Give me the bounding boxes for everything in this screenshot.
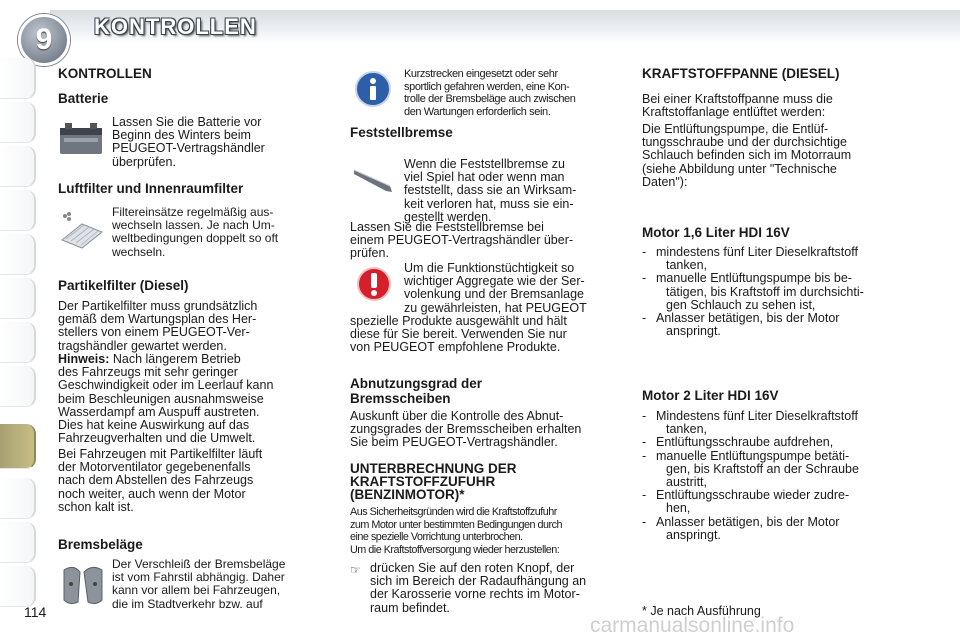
text-line: von PEUGEOT empfohlene Produkte. [350, 340, 561, 355]
text-line: nach dem Abstellen des Fahrzeugs [58, 473, 254, 488]
text-line: Bei Fahrzeugen mit Partikelfilter läuft [58, 447, 263, 461]
chapter-tabs [0, 58, 40, 618]
list-item: - mindestens fünf Liter Dieselkraftstoff tanken, [642, 245, 858, 273]
battery-text [112, 116, 318, 169]
list-item: - Mindestens fünf Liter Dieselkraftstoff tanken, [642, 409, 858, 437]
particle-text-2 [58, 353, 318, 445]
text-line: stellers von einem PEUGEOT-Ver- [58, 325, 250, 340]
brake-pads-icon [60, 562, 106, 608]
text-line: volenkung und der Bremsanlage [404, 287, 584, 302]
text-line: Dies hat keine Auswirkung auf das [58, 418, 250, 433]
chapter-tab[interactable] [0, 146, 36, 187]
text-line: viel Spiel hat oder wenn man [404, 170, 565, 185]
chapter-tab[interactable] [0, 478, 36, 519]
text-line: schon kalt ist. [58, 499, 134, 514]
hint-first-line: Nach längerem Betrieb [109, 352, 241, 366]
heading-line: Abnutzungsgrad der [350, 376, 482, 391]
text-line: sich im Bereich der Radaufhängung an [370, 574, 587, 589]
hint-label: Hinweis: [58, 352, 110, 366]
text-line: feststellt, dass sie an Wirksam- [404, 183, 577, 198]
brakes-text [112, 558, 318, 611]
chapter-tab-active[interactable] [0, 424, 36, 469]
list-item: - Entlüftungsschraube aufdrehen, [642, 435, 834, 450]
chapter-number: 9 [35, 23, 53, 56]
list-item: - Anlasser betätigen, bis der Motor anspringt. [642, 514, 840, 542]
text-line: (siehe Abbildung unter "Technische [642, 161, 837, 176]
air-filter-icon [58, 210, 104, 250]
text-line: die im Stadtverkehr bzw. auf [112, 596, 263, 611]
text-line: zungsgrades der Bremsscheiben erhalten [350, 422, 582, 437]
heading-batterie: Batterie [58, 91, 109, 106]
text-line: wichtiger Aggregate wie der Ser- [404, 274, 585, 289]
heading-feststellbremse: Feststellbremse [350, 125, 453, 140]
text-line: sportlich gefahren werden, eine Kon- [404, 80, 570, 93]
text-line: gestellt werden. [404, 209, 492, 224]
parking-text-right [404, 158, 612, 224]
filter-text [112, 206, 318, 259]
text-line: weltbedingungen doppelt so oft [112, 231, 279, 246]
text-line: überprüfen. [112, 154, 176, 169]
text-line: beim Beschleunigen ausnahmsweise [58, 391, 264, 406]
heading-bremsbelaege: Bremsbeläge [58, 537, 143, 552]
text-line: noch weiter, auch wenn der Motor [58, 486, 246, 501]
motor-2-steps [642, 410, 904, 542]
heading-luftfilter: Luftfilter und Innenraumfilter [58, 181, 244, 196]
parking-brake-icon [352, 162, 396, 196]
watermark: carmanualsonline.info [590, 614, 795, 637]
text-line: Auskunft über die Kontrolle des Abnut- [350, 409, 564, 423]
text-line: Aus Sicherheitsgründen wird die Kraftstoffzufuhr [350, 506, 557, 518]
section-title-kraftstoffpanne: KRAFTSTOFFPANNE (DIESEL) [642, 66, 840, 81]
chapter-tab[interactable] [0, 366, 36, 407]
text-line: Daten"): [642, 174, 688, 189]
hand-pointer-icon: ☞ [350, 563, 361, 577]
heading-unterbrechnung [350, 462, 517, 501]
warning-icon [356, 266, 392, 302]
text-line: spezielle Produkte ausgewählt und hält [350, 314, 567, 328]
chapter-tab[interactable] [0, 102, 36, 143]
chapter-tab[interactable] [0, 234, 36, 275]
warning-text-full [350, 315, 612, 355]
text-line: raum befindet. [370, 600, 450, 615]
list-item: - Anlasser betätigen, bis der Motor anspringt. [642, 311, 840, 339]
text-line: prüfen. [350, 246, 389, 261]
text-line: Beginn des Winters beim [112, 128, 251, 143]
text-line: Die Entlüftungspumpe, die Entlüf- [642, 122, 829, 136]
text-line: Sie beim PEUGEOT-Vertragshändler. [350, 435, 558, 450]
text-line: gemäß dem Wartungsplan des Her- [58, 312, 257, 327]
section-title-kontrollen: KONTROLLEN [58, 66, 152, 81]
chapter-tab[interactable] [0, 58, 36, 99]
heading-partikelfilter: Partikelfilter (Diesel) [58, 278, 189, 293]
warning-text-right [404, 262, 612, 315]
text-line: Geschwindigkeit oder im Leerlauf kann [58, 378, 274, 393]
text-line: zu gewährleisten, hat PEUGEOT [404, 300, 587, 315]
list-item: - manuelle Entlüftungspumpe betäti- gen, bis Kraftstoff an der Schraube austritt, [642, 448, 859, 490]
text-line: tragshändler gewartet werden. [58, 338, 227, 353]
text-line: PEUGEOT-Vertragshändler [112, 141, 265, 156]
chapter-tab[interactable] [0, 278, 36, 319]
info-text [404, 68, 612, 118]
text-line: Schlauch befinden sich im Motorraum [642, 148, 852, 163]
text-line: eine spezielle Vorrichtung unterbrochen. [350, 531, 523, 544]
chapter-tab[interactable] [0, 522, 36, 563]
motor-16-steps [642, 246, 904, 338]
text-line: Kraftstoffanlage entlüftet werden: [642, 105, 826, 120]
fuel-intro-1 [642, 93, 904, 119]
page-number: 114 [24, 604, 47, 620]
text-line: Fahrzeugverhalten und die Umwelt. [58, 431, 256, 446]
text-line: tungsschraube und der durchsichtige [642, 135, 847, 150]
fuel-intro-2 [642, 123, 904, 189]
text-line: Der Partikelfilter muss grundsätzlich [58, 299, 258, 313]
text-line: trolle der Bremsbeläge auch zwischen [404, 93, 576, 106]
text-line: Um die Funktionstüchtigkeit so [404, 261, 575, 275]
info-icon [354, 70, 392, 108]
text-line: Filtereinsätze regelmäßig aus- [112, 205, 274, 219]
list-item: - manuelle Entlüftungspumpe bis be- tätigen, bis Kraftstoff im durchsichti- gen Schlauch zu sehen ist, [642, 271, 864, 312]
chapter-tab[interactable] [0, 566, 36, 607]
text-line: diese für Sie bereit. Verwenden Sie nur [350, 327, 567, 342]
heading-abnutzungsgrad [350, 376, 482, 406]
heading-line: UNTERBRECHNUNG DER [350, 461, 517, 476]
text-line: Lassen Sie die Feststellbremse bei [350, 220, 544, 234]
text-line: keit verloren hat, muss sie ein- [404, 196, 574, 211]
text-line: wechseln lassen. Je nach Um- [112, 218, 275, 233]
heading-motor-2: Motor 2 Liter HDI 16V [642, 388, 779, 403]
heading-line: (BENZINMOTOR)* [350, 487, 465, 502]
wear-text [350, 410, 612, 450]
interrupt-bullet-text [370, 562, 612, 615]
text-line: drücken Sie auf den roten Knopf, der [370, 561, 575, 575]
particle-text-3 [58, 448, 318, 514]
battery-icon [58, 120, 104, 156]
heading-motor-16: Motor 1,6 Liter HDI 16V [642, 225, 790, 240]
text-line: den Wartungen erforderlich sein. [404, 105, 551, 118]
text-line: Bei einer Kraftstoffpanne muss die [642, 92, 833, 106]
text-line: Der Verschleiß der Bremsbeläge [112, 557, 286, 571]
text-line: kann vor allem bei Fahrzeugen, [112, 583, 281, 598]
text-line: Um die Kraftstoffversorgung wieder herzustellen: [350, 543, 560, 556]
text-line: der Karosserie vorne rechts im Motor- [370, 587, 580, 602]
text-line: zum Motor unter bestimmten Bedingungen durch [350, 518, 563, 531]
text-line: des Fahrzeugs mit sehr geringer [58, 365, 238, 380]
text-line: der Motorventilator gegebenenfalls [58, 460, 251, 475]
text-line: einem PEUGEOT-Vertragshändler über- [350, 233, 574, 248]
heading-line: Bremsscheiben [350, 391, 451, 406]
text-line: Lassen Sie die Batterie vor [112, 115, 262, 129]
list-item: - Entlüftungsschraube wieder zudre- hen, [642, 488, 850, 516]
parking-text-full [350, 221, 612, 261]
text-line: ist vom Fahrstil abhängig. Daher [112, 570, 285, 585]
chapter-tab[interactable] [0, 322, 36, 363]
page-header [0, 0, 960, 56]
page-title: KONTROLLEN [94, 14, 257, 39]
text-line: Wenn die Feststellbremse zu [404, 157, 565, 171]
text-line: wechseln. [112, 244, 166, 259]
heading-line: KRAFTSTOFFZUFUHR [350, 474, 496, 489]
chapter-tab[interactable] [0, 190, 36, 231]
interrupt-text [350, 506, 616, 556]
particle-text-1 [58, 300, 318, 353]
footnote: * Je nach Ausführung [642, 604, 761, 618]
text-line: Wasserdampf am Auspuff austreten. [58, 404, 260, 419]
text-line: Kurzstrecken eingesetzt oder sehr [404, 68, 558, 80]
